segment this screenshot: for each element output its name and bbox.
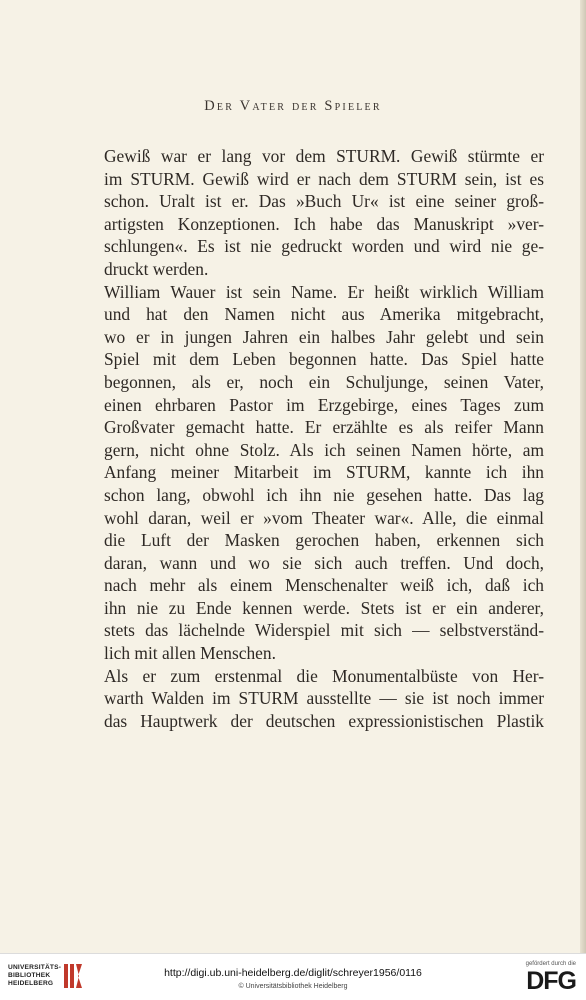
- text-line: nach mehr als einem Menschenalter weiß ich, daß ich: [104, 575, 544, 596]
- text-line: William Wauer ist sein Name. Er heißt wirklich William: [104, 281, 544, 302]
- text-line: gern, nicht ohne Stolz. Als ich seinen Namen hörte, am: [104, 439, 544, 460]
- text-line: daran, wann und wo sie sich auch treffen. Und doch,: [104, 552, 544, 573]
- text-line: Anfang meiner Mitarbeit im STURM, kannte ich ihn: [104, 462, 544, 483]
- page-url-link[interactable]: http://digi.ub.uni-heidelberg.de/diglit/schreyer1956/0116: [164, 967, 422, 979]
- text-line: einen ehrbaren Pastor im Erzgebirge, eines Tages zum: [104, 394, 544, 415]
- text-line: schlungen«. Es ist nie gedruckt worden und wird nie ge-: [104, 236, 544, 257]
- text-line: ihn nie zu Ende kennen werde. Stets ist er ein anderer,: [104, 597, 544, 618]
- dfg-logo-text: DFG: [526, 967, 576, 995]
- page-edge: [580, 0, 586, 953]
- text-line: begonnen, als er, noch ein Schuljunge, seinen Vater,: [104, 371, 544, 392]
- text-line: die Luft der Masken gerochen haben, erkennen sich: [104, 530, 544, 551]
- text-line: lich mit allen Menschen.: [104, 643, 276, 664]
- viewer-footer: [0, 953, 586, 1000]
- text-line: stets das lächelnde Widerspiel mit sich — selbstverständ-: [104, 620, 544, 641]
- running-head: Der Vater der Spieler: [204, 98, 382, 114]
- text-line: im STURM. Gewiß wird er nach dem STURM sein, ist es: [104, 168, 544, 189]
- text-line: Spiel mit dem Leben begonnen hatte. Das Spiel hatte: [104, 349, 544, 370]
- text-line: schon. Uralt ist er. Das »Buch Ur« ist eine seiner groß-: [104, 191, 544, 212]
- page-body-text: [104, 145, 544, 732]
- text-line: artigsten Konzeptionen. Ich habe das Manuskript »ver-: [104, 213, 544, 234]
- text-line: druckt werden.: [104, 258, 209, 279]
- funder-note: gefördert durch die: [525, 961, 576, 967]
- text-line: wohl daran, weil er »vom Theater war«. Alle, die einmal: [104, 507, 544, 528]
- library-name-line: BIBLIOTHEK: [8, 972, 51, 979]
- text-line: Großvater gemacht hatte. Er erzählte es als reifer Mann: [104, 417, 544, 438]
- text-line: schon lang, obwohl ich ihn nie gesehen hatte. Das lag: [104, 484, 544, 505]
- library-name-line: HEIDELBERG: [8, 980, 54, 987]
- text-line: und hat den Namen nicht aus Amerika mitgebracht,: [104, 304, 544, 325]
- library-name-line: UNIVERSITÄTS-: [8, 964, 62, 971]
- text-line: warth Walden im STURM ausstellte — sie ist noch immer: [104, 688, 544, 709]
- dfg-logo: [514, 960, 576, 996]
- text-line: wo er in jungen Jahren ein halbes Jahr gelebt und sein: [104, 326, 544, 347]
- text-line: Gewiß war er lang vor dem STURM. Gewiß stürmte er: [104, 146, 544, 166]
- text-line: das Hauptwerk der deutschen expressionistischen Plastik: [104, 710, 544, 731]
- copyright-text: © Universitätsbibliothek Heidelberg: [238, 983, 348, 990]
- text-line: Als er zum erstenmal die Monumentalbüste von Her-: [104, 665, 544, 686]
